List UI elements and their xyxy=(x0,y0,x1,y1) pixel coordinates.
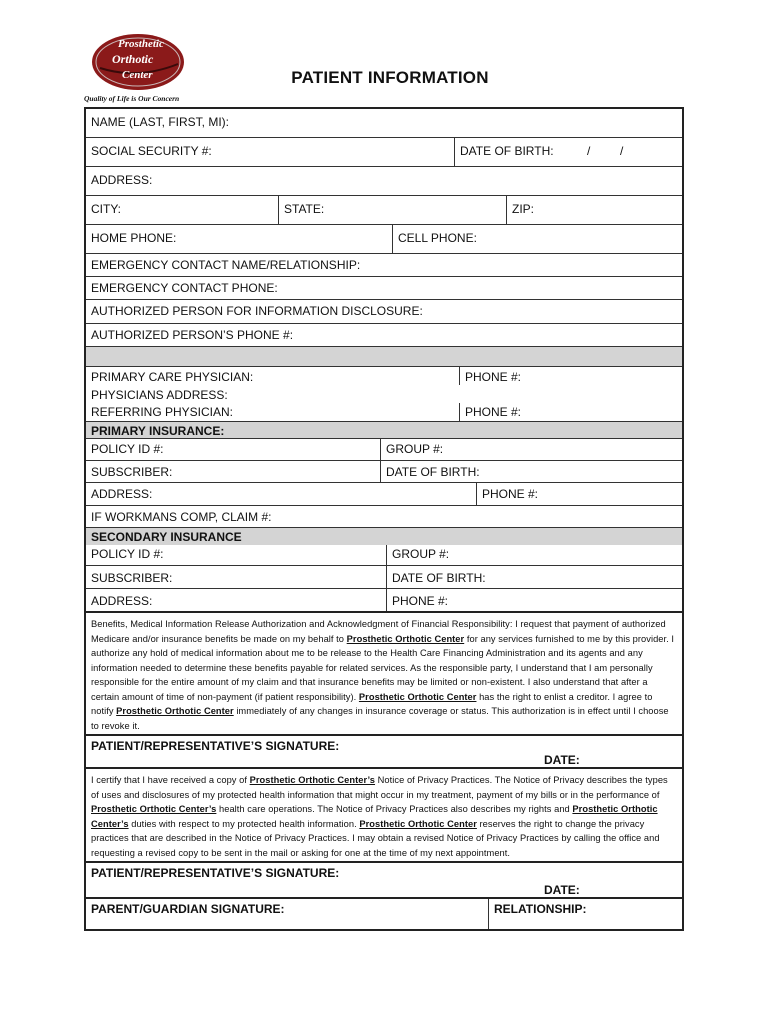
secondary-group-label: GROUP #: xyxy=(392,547,450,561)
logo-tagline: Quality of Life is Our Concern xyxy=(84,94,180,103)
physician-phone-2-label: PHONE #: xyxy=(465,405,522,419)
ssn-dob-row xyxy=(86,138,682,167)
primary-dob-label: DATE OF BIRTH: xyxy=(386,465,480,479)
logo-text-3: Center xyxy=(122,69,153,81)
primary-insurance-heading-row xyxy=(86,422,682,439)
consent-date-label: DATE: xyxy=(544,753,580,767)
city-field[interactable] xyxy=(86,196,278,224)
primary-address-field[interactable] xyxy=(86,483,476,505)
cell-phone-field[interactable] xyxy=(392,225,682,253)
auth-phone-row[interactable] xyxy=(86,324,682,347)
city-state-zip-row xyxy=(86,196,682,225)
primary-policy-label: POLICY ID #: xyxy=(91,442,164,456)
dob-field[interactable] xyxy=(454,138,682,166)
secondary-phone-label: PHONE #: xyxy=(392,594,449,608)
company-name: Prosthetic Orthotic Center xyxy=(116,706,234,716)
logo-text-2: Orthotic xyxy=(112,52,154,66)
state-field[interactable] xyxy=(278,196,506,224)
phone-row xyxy=(86,225,682,254)
physician-phone-1[interactable] xyxy=(459,367,521,385)
guardian-row xyxy=(86,899,682,931)
primary-dob-field[interactable] xyxy=(380,461,682,482)
secondary-heading-row xyxy=(86,528,682,566)
secondary-address-label: ADDRESS: xyxy=(91,594,153,608)
privacy-date-label: DATE: xyxy=(544,883,580,897)
secondary-address-row xyxy=(86,589,682,613)
company-name: Prosthetic Orthotic Center xyxy=(346,633,465,644)
primary-insurance-heading: PRIMARY INSURANCE: xyxy=(91,424,225,438)
auth-person-row[interactable] xyxy=(86,300,682,324)
secondary-policy-field[interactable] xyxy=(86,547,386,561)
secondary-insurance-heading: SECONDARY INSURANCE xyxy=(91,530,242,544)
relationship-label: RELATIONSHIP: xyxy=(494,902,587,916)
auth-person-label: AUTHORIZED PERSON FOR INFORMATION DISCLOSURE: xyxy=(91,304,423,318)
name-row[interactable] xyxy=(86,109,682,138)
secondary-group-field[interactable] xyxy=(386,545,682,565)
dob-slash-2: / xyxy=(620,144,624,158)
secondary-subscriber-field[interactable] xyxy=(86,566,386,588)
primary-address-label: ADDRESS: xyxy=(91,487,153,501)
emergency-phone-label: EMERGENCY CONTACT PHONE: xyxy=(91,281,278,295)
emergency-name-label: EMERGENCY CONTACT NAME/RELATIONSHIP: xyxy=(91,258,361,272)
guardian-signature-field[interactable] xyxy=(86,899,488,929)
secondary-dob-label: DATE OF BIRTH: xyxy=(392,571,486,585)
physician-phone-2[interactable] xyxy=(459,403,521,421)
patient-form xyxy=(84,107,684,931)
state-label: STATE: xyxy=(284,202,325,216)
primary-policy-row xyxy=(86,439,682,461)
company-name: Prosthetic Orthotic Center’s xyxy=(91,804,217,814)
privacy-signature-row[interactable] xyxy=(86,863,682,899)
page-title: PATIENT INFORMATION xyxy=(291,68,489,87)
company-name: Prosthetic Orthotic Center xyxy=(358,691,477,702)
section-divider xyxy=(86,347,682,367)
company-name: Prosthetic Orthotic Center’s xyxy=(249,775,376,785)
primary-phone-field[interactable] xyxy=(476,483,682,505)
primary-subscriber-field[interactable] xyxy=(86,461,380,482)
physician-phone-1-label: PHONE #: xyxy=(465,370,522,384)
workmans-comp-label: IF WORKMANS COMP, CLAIM #: xyxy=(91,510,272,524)
relationship-field[interactable] xyxy=(488,899,682,929)
zip-field[interactable] xyxy=(506,196,682,224)
physician-address-label: PHYSICIANS ADDRESS: xyxy=(91,388,228,402)
privacy-signature-label: PATIENT/REPRESENTATIVE’S SIGNATURE: xyxy=(91,866,340,880)
secondary-subscriber-label: SUBSCRIBER: xyxy=(91,571,173,585)
dob-slash-1: / xyxy=(587,144,591,158)
emergency-phone-row[interactable] xyxy=(86,277,682,300)
primary-address-row xyxy=(86,483,682,506)
secondary-subscriber-row xyxy=(86,566,682,589)
zip-label: ZIP: xyxy=(512,202,535,216)
home-phone-label: HOME PHONE: xyxy=(91,231,177,245)
ssn-label: SOCIAL SECURITY #: xyxy=(91,144,212,158)
guardian-signature-label: PARENT/GUARDIAN SIGNATURE: xyxy=(91,902,285,916)
emergency-name-row[interactable] xyxy=(86,254,682,277)
home-phone-field[interactable] xyxy=(86,225,392,253)
address-label: ADDRESS: xyxy=(91,173,153,187)
city-label: CITY: xyxy=(91,202,122,216)
secondary-policy-label: POLICY ID #: xyxy=(91,547,164,561)
primary-policy-field[interactable] xyxy=(86,439,380,460)
primary-group-label: GROUP #: xyxy=(386,442,444,456)
primary-physician-label: PRIMARY CARE PHYSICIAN: xyxy=(91,370,254,384)
company-logo xyxy=(82,30,200,104)
referring-physician-label: REFERRING PHYSICIAN: xyxy=(91,405,234,419)
logo-text-1: Prosthetic xyxy=(118,38,164,50)
physician-block xyxy=(86,367,682,422)
secondary-phone-field[interactable] xyxy=(386,589,682,611)
consent-signature-row[interactable] xyxy=(86,736,682,769)
secondary-dob-field[interactable] xyxy=(386,566,682,588)
workmans-comp-row[interactable] xyxy=(86,506,682,528)
secondary-address-field[interactable] xyxy=(86,589,386,611)
company-name: Prosthetic Orthotic Center xyxy=(359,818,477,829)
financial-consent-text: Benefits, Medical Information Release Authorization and Acknowledgment of Financial Responsibility: I request that payment of authorized Medicare and/or insurance benefits be made on my behalf to Prosthetic Orthotic Center for any services furnished to me by this provider. I authorize any hold of medical information about me to be release to the Health Care Financing Administration and its agents and any information needed to determine these benefits payable for related services. As the responsible party, I understand that I am personally responsible for the entire amount of my claim and that insurance benefits may be limited or non-existent. I also understand that after a certain amount of time of non-payment (if patient responsibility). Prosthetic Orthotic Center has the right to enlist a creditor. I agree to notify Prosthetic Orthotic Center immediately of any changes in insurance coverage or status. This authorization is in effect until I choose to revoke it. xyxy=(86,613,682,736)
primary-group-field[interactable] xyxy=(380,439,682,460)
consent-signature-label: PATIENT/REPRESENTATIVE’S SIGNATURE: xyxy=(91,739,340,753)
auth-phone-label: AUTHORIZED PERSON’S PHONE #: xyxy=(91,328,294,342)
ssn-field[interactable] xyxy=(86,138,454,166)
primary-subscriber-label: SUBSCRIBER: xyxy=(91,465,173,479)
cell-phone-label: CELL PHONE: xyxy=(398,231,477,245)
address-row[interactable] xyxy=(86,167,682,196)
name-label: NAME (LAST, FIRST, MI): xyxy=(91,115,230,129)
dob-label: DATE OF BIRTH: xyxy=(460,144,554,158)
company-name: Prosthetic Orthotic Center’s xyxy=(91,804,658,829)
privacy-notice-text: I certify that I have received a copy of Prosthetic Orthotic Center’s Notice of Privacy Practices. The Notice of Privacy describes the types of uses and disclosures of my protected health information that might occur in my treatment, payment of my bills or in the performance of Prosthetic Orthotic Center’s health care operations. The Notice of Privacy Practices also describes my rights and Prosthetic Orthotic Center’s duties with respect to my protected health information. Prosthetic Orthotic Center reserves the right to change the privacy practices that are described in the Notice of Privacy Practices. I may obtain a revised Notice of Privacy Practices by calling the office and requesting a revised copy to be sent in the mail or asking for one at the time of my next appointment. xyxy=(86,769,682,863)
primary-phone-label: PHONE #: xyxy=(482,487,539,501)
primary-subscriber-row xyxy=(86,461,682,483)
